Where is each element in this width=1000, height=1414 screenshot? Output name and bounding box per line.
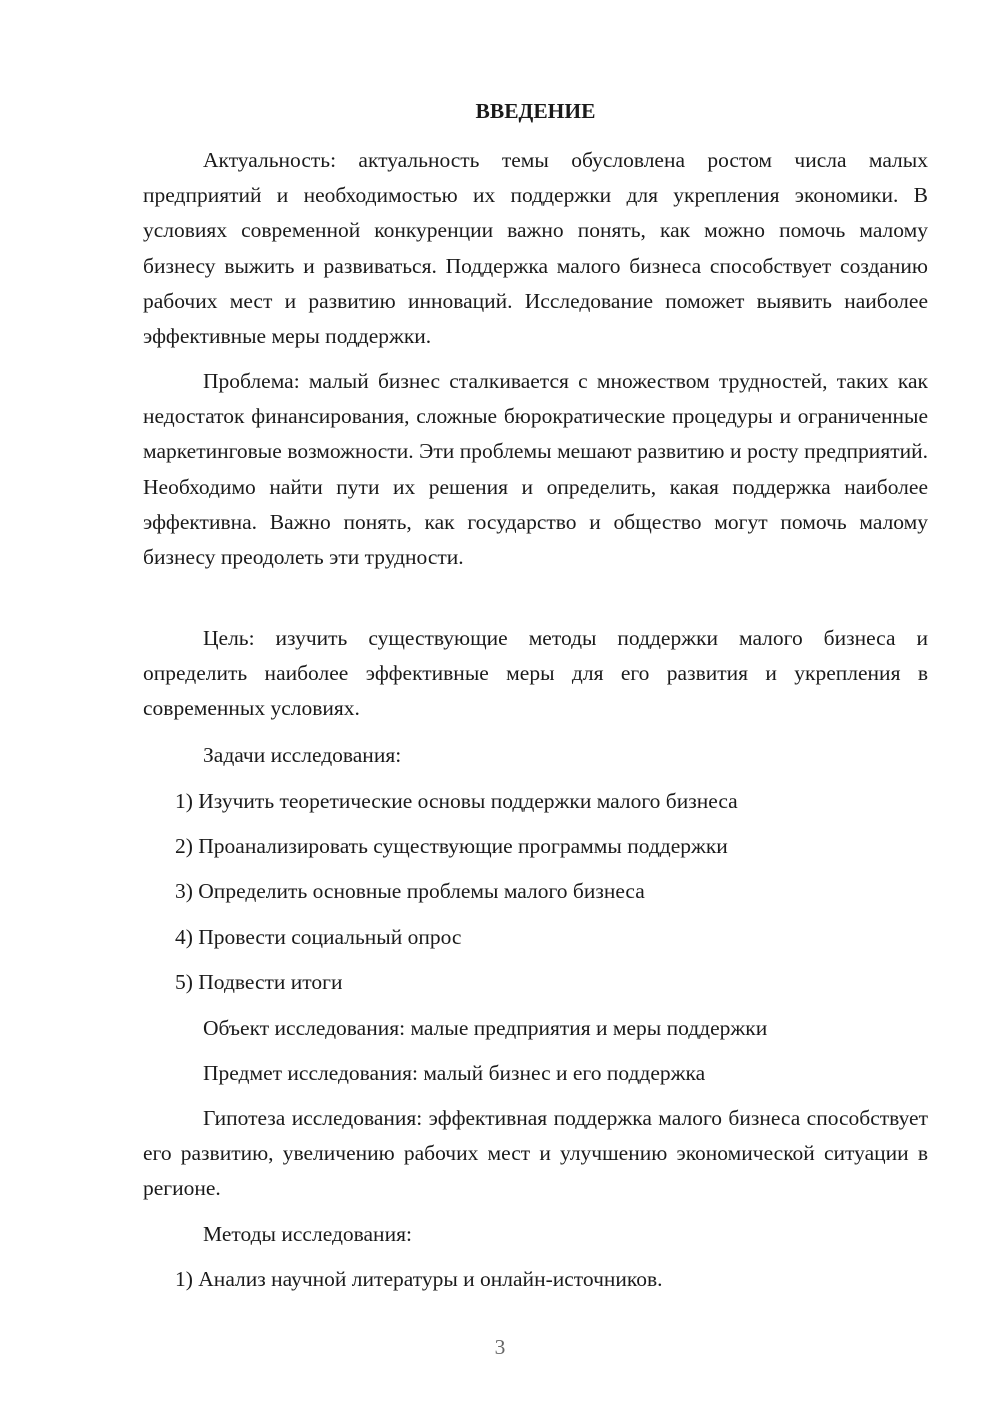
tasks-heading: Задачи исследования: [203,743,402,767]
methods-heading: Методы исследования: [203,1222,412,1246]
method-item-1: 1) Анализ научной литературы и онлайн-источников. [175,1267,663,1291]
research-subject: Предмет исследования: малый бизнес и его поддержка [203,1061,706,1085]
task-item-3: 3) Определить основные проблемы малого бизнеса [175,879,645,903]
paragraph-goal: Цель: изучить существующие методы поддержки малого бизнеса и определить наиболее эффективные меры для его развития и укрепления в современных условиях. [143,626,928,721]
task-item-2: 2) Проанализировать существующие программы поддержки [175,834,728,858]
task-item-1: 1) Изучить теоретические основы поддержки малого бизнеса [175,789,738,813]
page-title: ВВЕДЕНИЕ [475,99,596,123]
paragraph-hypothesis: Гипотеза исследования: эффективная поддержка малого бизнеса способствует его развитию, увеличению рабочих мест и улучшению экономической ситуации в регионе. [143,1106,928,1201]
research-object: Объект исследования: малые предприятия и меры поддержки [203,1016,768,1040]
paragraph-relevance: Актуальность: актуальность темы обусловлена ростом числа малых предприятий и необходимостью их поддержки для укрепления экономики. В условиях современной конкуренции важно понять, как можно помочь малому бизнесу выжить и развиваться. Поддержка малого бизнеса способствует созданию рабочих мест и развитию инноваций. Исследование поможет выявить наиболее эффективные меры поддержки. [143,148,928,349]
task-item-4: 4) Провести социальный опрос [175,925,462,949]
paragraph-problem: Проблема: малый бизнес сталкивается с множеством трудностей, таких как недостаток финансирования, сложные бюрократические процедуры и ограниченные маркетинговые возможности. Эти проблемы мешают развитию и росту предприятий. Необходимо найти пути их решения и определить, какая поддержка наиболее эффективна. Важно понять, как государство и общество могут помочь малому бизнесу преодолеть эти трудности. [143,369,928,570]
page-number: 3 [494,1335,506,1359]
task-item-5: 5) Подвести итоги [175,970,343,994]
